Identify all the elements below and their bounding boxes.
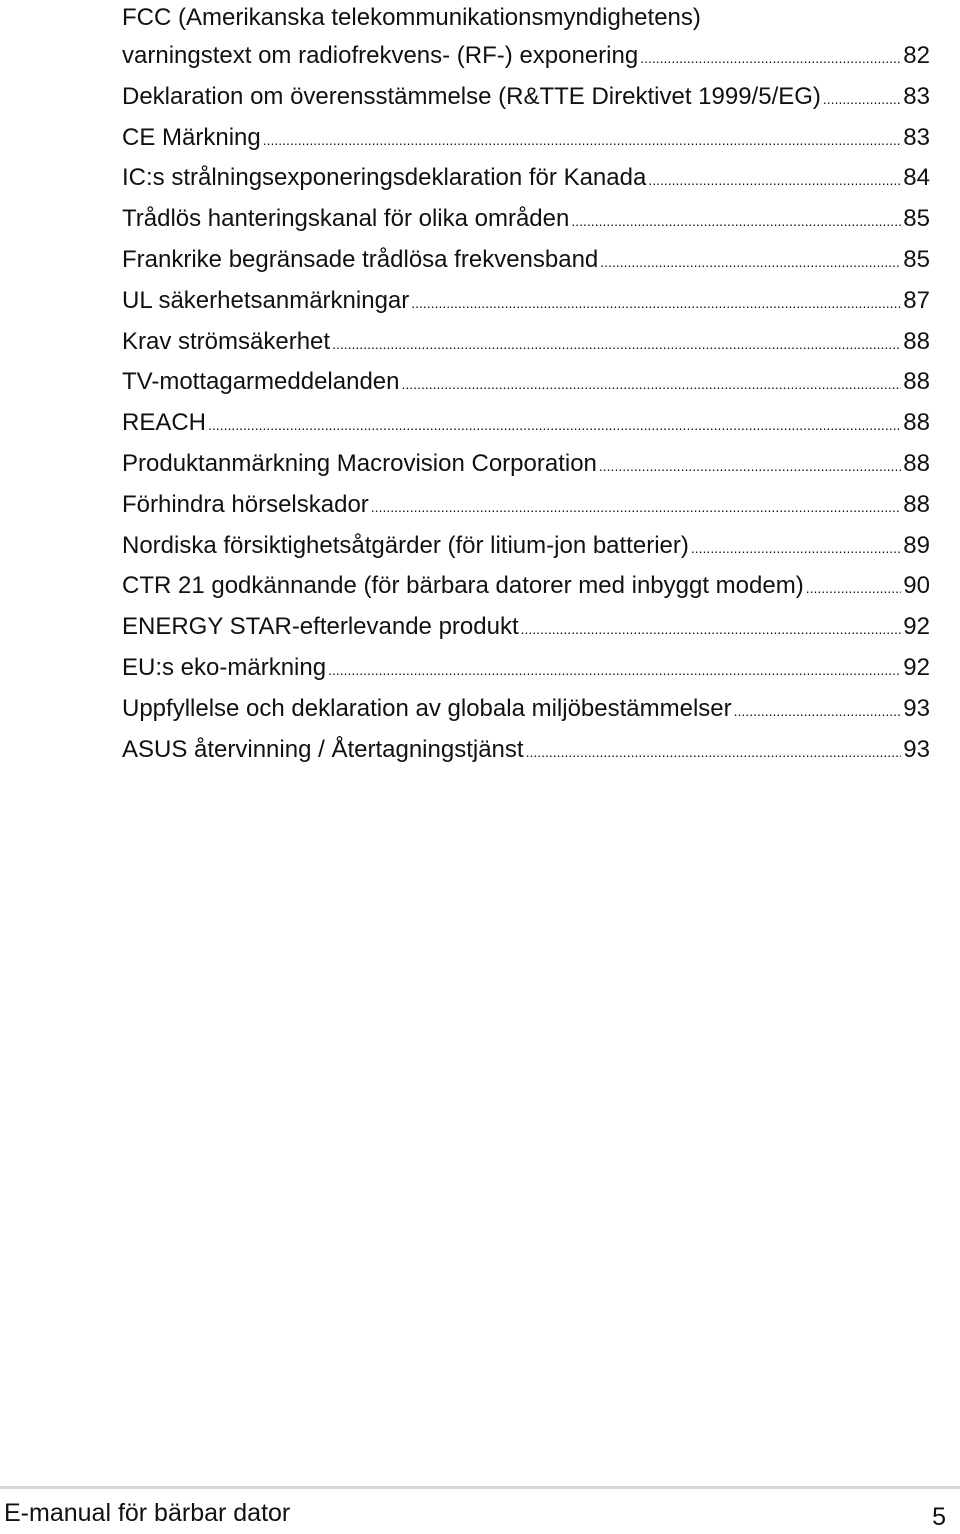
toc-entry-title: ENERGY STAR-efterlevande produkt — [122, 613, 519, 641]
toc-entry[interactable] — [122, 199, 930, 240]
dot-leader — [521, 609, 902, 650]
toc-entry-page: 88 — [903, 449, 930, 477]
toc-intro-line — [122, 0, 930, 36]
dot-leader — [640, 38, 901, 79]
toc-entry-page: 84 — [903, 164, 930, 192]
toc-entry[interactable] — [122, 36, 930, 77]
dot-leader — [402, 364, 902, 405]
dot-leader — [371, 487, 902, 528]
toc-entry-title: CTR 21 godkännande (för bärbara datorer med inbyggt modem) — [122, 572, 804, 600]
toc-entry-title: EU:s eko-märkning — [122, 653, 327, 681]
toc-entry[interactable] — [122, 118, 930, 159]
toc-entry-title: Deklaration om överensstämmelse (R&TTE Direktivet 1999/5/EG) — [122, 82, 821, 110]
toc-entry[interactable] — [122, 526, 930, 567]
dot-leader — [599, 446, 901, 487]
toc-entry[interactable] — [122, 689, 930, 730]
toc-entry-title: REACH — [122, 409, 207, 437]
toc-entry-page: 85 — [903, 245, 930, 273]
toc-entry-title: varningstext om radiofrekvens- (RF-) exponering — [122, 42, 639, 69]
toc-entry[interactable] — [122, 322, 930, 363]
toc-entry[interactable] — [122, 281, 930, 322]
toc-entry-page: 83 — [903, 82, 930, 110]
table-of-contents — [122, 0, 930, 770]
toc-entry-page: 93 — [903, 694, 930, 722]
toc-entry[interactable] — [122, 485, 930, 526]
toc-entry[interactable] — [122, 444, 930, 485]
page-number: 5 — [932, 1503, 946, 1531]
toc-entry-title: CE Märkning — [122, 123, 261, 151]
toc-entry-title: TV-mottagarmeddelanden — [122, 368, 400, 396]
toc-entry-page: 90 — [903, 572, 930, 600]
toc-entry-page: 92 — [903, 613, 930, 641]
dot-leader — [332, 324, 901, 365]
dot-leader — [263, 120, 902, 161]
toc-entry-page: 93 — [903, 735, 930, 763]
toc-entry-title: Nordiska försiktighetsåtgärder (för litium-jon batterier) — [122, 531, 689, 559]
toc-entry-page: 88 — [903, 327, 930, 355]
toc-entry-page: 85 — [903, 205, 930, 233]
toc-entry-title: ASUS återvinning / Återtagningstjänst — [122, 735, 524, 763]
toc-entry[interactable] — [122, 362, 930, 403]
toc-entry-title: Förhindra hörselskador — [122, 490, 369, 518]
toc-entry-title: Trådlös hanteringskanal för olika områden — [122, 205, 570, 233]
toc-entry[interactable] — [122, 403, 930, 444]
toc-entry[interactable] — [122, 730, 930, 771]
toc-entry-title: Produktanmärkning Macrovision Corporation — [122, 449, 597, 477]
toc-entry-title: Krav strömsäkerhet — [122, 327, 331, 355]
dot-leader — [600, 242, 901, 283]
toc-entry-title: FCC (Amerikanska telekommunikationsmyndighetens) — [122, 4, 701, 31]
toc-entry-title: Uppfyllelse och deklaration av globala miljöbestämmelser — [122, 694, 732, 722]
dot-leader — [571, 201, 901, 242]
toc-entry[interactable] — [122, 648, 930, 689]
toc-entry[interactable] — [122, 607, 930, 648]
toc-entry-title: IC:s strålningsexponeringsdeklaration för Kanada — [122, 164, 647, 192]
toc-entry-page: 83 — [903, 123, 930, 151]
toc-entry-page: 89 — [903, 531, 930, 559]
toc-entry[interactable] — [122, 240, 930, 281]
toc-entry-page: 88 — [903, 368, 930, 396]
dot-leader — [691, 528, 901, 569]
toc-entry-page: 87 — [903, 286, 930, 314]
dot-leader — [734, 691, 902, 732]
toc-entry[interactable] — [122, 566, 930, 607]
toc-entry-page: 92 — [903, 653, 930, 681]
footer-title: E-manual för bärbar dator — [4, 1499, 291, 1527]
toc-entry-page: 88 — [903, 409, 930, 437]
dot-leader — [208, 405, 901, 446]
dot-leader — [411, 283, 901, 324]
toc-entry-title: UL säkerhetsanmärkningar — [122, 286, 410, 314]
footer-divider — [0, 1486, 960, 1489]
toc-entry-page: 82 — [903, 42, 930, 69]
dot-leader — [823, 79, 901, 120]
toc-entry[interactable] — [122, 77, 930, 118]
dot-leader — [648, 160, 901, 201]
toc-entry-page: 88 — [903, 490, 930, 518]
toc-entry-title: Frankrike begränsade trådlösa frekvensband — [122, 245, 599, 273]
dot-leader — [328, 650, 901, 691]
dot-leader — [526, 732, 902, 773]
dot-leader — [806, 568, 902, 609]
toc-entry[interactable] — [122, 158, 930, 199]
